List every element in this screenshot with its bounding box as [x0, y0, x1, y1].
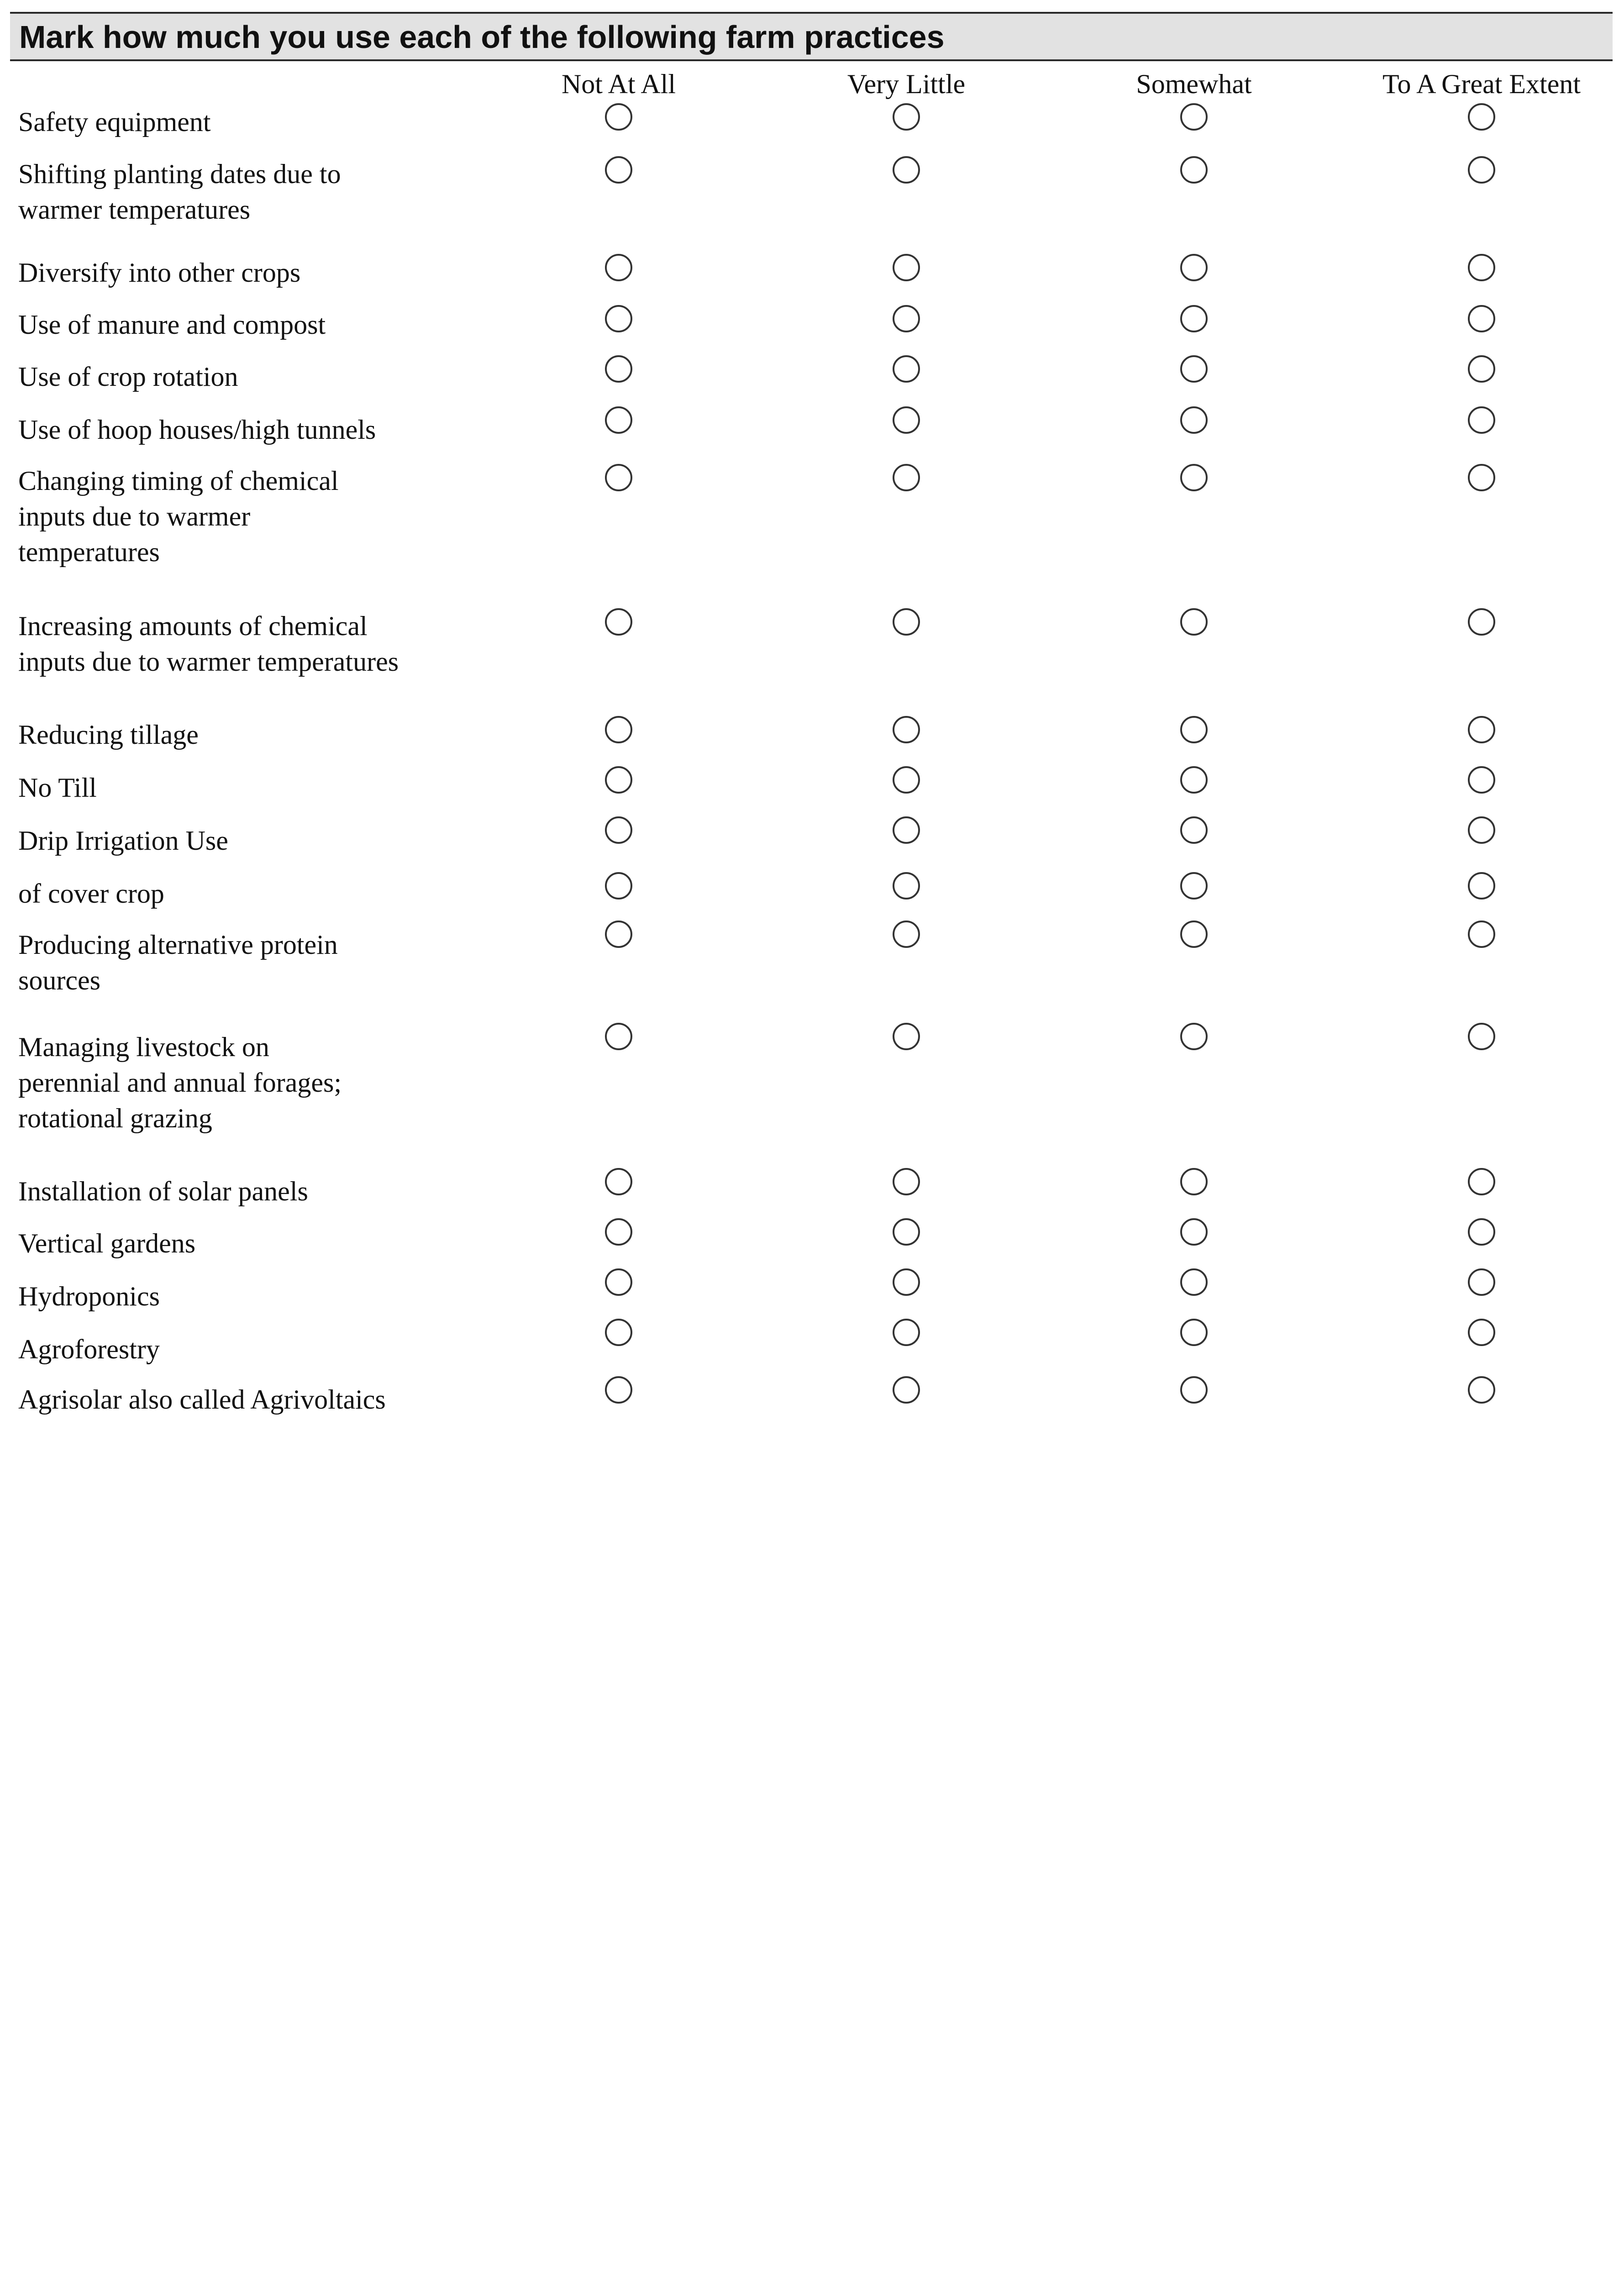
redcap-logo: [1406, 2278, 1616, 2283]
question-label: [18, 1278, 160, 1314]
radio-option[interactable]: [1180, 1268, 1208, 1296]
radio-option[interactable]: [1180, 305, 1208, 332]
radio-option[interactable]: [1180, 1023, 1208, 1050]
radio-option[interactable]: [1180, 608, 1208, 636]
question-label: [18, 770, 97, 805]
radio-option[interactable]: [605, 921, 632, 948]
question-label-line: warmer temperatures: [18, 195, 251, 225]
question-label: [18, 412, 376, 447]
question-label: [18, 156, 341, 227]
column-header: Very Little: [847, 69, 966, 99]
radio-option[interactable]: [605, 406, 632, 434]
radio-option[interactable]: [1180, 464, 1208, 491]
radio-option[interactable]: [893, 103, 920, 131]
question-label: [18, 463, 339, 570]
radio-option[interactable]: [605, 103, 632, 131]
question-label: [18, 608, 399, 679]
radio-option[interactable]: [1468, 1218, 1495, 1246]
question-label-line: Producing alternative protein: [18, 930, 338, 960]
question-label: [18, 876, 164, 911]
radio-option[interactable]: [893, 1218, 920, 1246]
radio-option[interactable]: [893, 766, 920, 794]
question-label: [18, 823, 228, 858]
radio-option[interactable]: [1180, 716, 1208, 743]
question-label: [18, 255, 300, 290]
radio-option[interactable]: [605, 1319, 632, 1346]
radio-option[interactable]: [605, 872, 632, 900]
radio-option[interactable]: [605, 1268, 632, 1296]
radio-option[interactable]: [605, 1376, 632, 1404]
radio-option[interactable]: [1468, 1168, 1495, 1195]
question-label-line: Installation of solar panels: [18, 1176, 308, 1206]
radio-option[interactable]: [605, 766, 632, 794]
radio-option[interactable]: [605, 254, 632, 281]
radio-option[interactable]: [893, 254, 920, 281]
radio-option[interactable]: [605, 816, 632, 844]
radio-option[interactable]: [1468, 254, 1495, 281]
radio-option[interactable]: [893, 464, 920, 491]
question-label-line: No Till: [18, 773, 97, 803]
question-label-line: temperatures: [18, 537, 160, 567]
radio-option[interactable]: [1180, 1168, 1208, 1195]
radio-option[interactable]: [1180, 156, 1208, 184]
radio-option[interactable]: [605, 464, 632, 491]
question-label: [18, 717, 199, 752]
question-label-line: Shifting planting dates due to: [18, 159, 341, 189]
radio-option[interactable]: [893, 816, 920, 844]
question-label: [18, 1331, 160, 1367]
redcap-hat-icon: [1406, 2278, 1466, 2283]
radio-option[interactable]: [1180, 1376, 1208, 1404]
radio-option[interactable]: [1468, 1376, 1495, 1404]
radio-option[interactable]: [1468, 1319, 1495, 1346]
question-label-line: Managing livestock on: [18, 1032, 269, 1062]
question-label-line: Reducing tillage: [18, 720, 199, 750]
radio-option[interactable]: [893, 355, 920, 383]
radio-option[interactable]: [893, 608, 920, 636]
question-label-line: sources: [18, 965, 100, 995]
radio-option[interactable]: [605, 156, 632, 184]
question-label-line: Drip Irrigation Use: [18, 826, 228, 856]
question-label-line: Increasing amounts of chemical: [18, 611, 368, 641]
radio-option[interactable]: [605, 608, 632, 636]
question-label-line: Agroforestry: [18, 1334, 160, 1364]
radio-option[interactable]: [1468, 103, 1495, 131]
radio-option[interactable]: [1180, 872, 1208, 900]
section-title: Mark how much you use each of the following farm practices: [19, 19, 945, 55]
radio-option[interactable]: [1468, 1023, 1495, 1050]
question-label: [18, 1382, 386, 1417]
question-label: [18, 927, 338, 998]
question-label-line: Use of manure and compost: [18, 310, 326, 340]
radio-option[interactable]: [893, 305, 920, 332]
radio-option[interactable]: [605, 716, 632, 743]
radio-option[interactable]: [605, 1168, 632, 1195]
radio-option[interactable]: [1468, 464, 1495, 491]
radio-option[interactable]: [605, 1218, 632, 1246]
radio-option[interactable]: [1468, 156, 1495, 184]
question-label-line: Safety equipment: [18, 107, 211, 137]
question-label-line: Agrisolar also called Agrivoltaics: [18, 1384, 386, 1415]
radio-option[interactable]: [1468, 355, 1495, 383]
question-label-line: perennial and annual forages;: [18, 1068, 342, 1098]
radio-option[interactable]: [1468, 766, 1495, 794]
radio-option[interactable]: [893, 156, 920, 184]
radio-option[interactable]: [1180, 406, 1208, 434]
radio-option[interactable]: [1468, 305, 1495, 332]
radio-option[interactable]: [1468, 1268, 1495, 1296]
question-label: [18, 359, 238, 395]
radio-option[interactable]: [893, 1376, 920, 1404]
radio-option[interactable]: [893, 921, 920, 948]
radio-option[interactable]: [1180, 254, 1208, 281]
question-label-line: inputs due to warmer temperatures: [18, 647, 399, 677]
question-label: [18, 1226, 195, 1261]
radio-option[interactable]: [1180, 1319, 1208, 1346]
question-label: [18, 1173, 308, 1209]
radio-option[interactable]: [1468, 716, 1495, 743]
question-label-line: Use of crop rotation: [18, 362, 238, 392]
question-label: [18, 104, 211, 140]
radio-option[interactable]: [893, 1168, 920, 1195]
radio-option[interactable]: [605, 1023, 632, 1050]
question-label-line: Hydroponics: [18, 1281, 160, 1311]
radio-option[interactable]: [1180, 766, 1208, 794]
radio-option[interactable]: [1468, 406, 1495, 434]
question-label-line: rotational grazing: [18, 1103, 212, 1133]
radio-option[interactable]: [1180, 103, 1208, 131]
column-header: Not At All: [561, 69, 676, 99]
question-label-line: Vertical gardens: [18, 1228, 196, 1258]
radio-option[interactable]: [605, 355, 632, 383]
radio-option[interactable]: [893, 716, 920, 743]
radio-option[interactable]: [893, 1268, 920, 1296]
section-header: [10, 12, 1613, 61]
column-header: To A Great Extent: [1382, 69, 1581, 99]
radio-option[interactable]: [1180, 1218, 1208, 1246]
question-label-line: Changing timing of chemical: [18, 466, 339, 496]
column-header: Somewhat: [1136, 69, 1252, 99]
radio-option[interactable]: [893, 872, 920, 900]
radio-option[interactable]: [1468, 921, 1495, 948]
radio-option[interactable]: [1180, 355, 1208, 383]
radio-option[interactable]: [1180, 816, 1208, 844]
question-label-line: of cover crop: [18, 878, 164, 909]
radio-option[interactable]: [893, 406, 920, 434]
question-label: [18, 307, 326, 342]
radio-option[interactable]: [1468, 816, 1495, 844]
question-label-line: Use of hoop houses/high tunnels: [18, 415, 376, 445]
radio-option[interactable]: [1468, 872, 1495, 900]
radio-option[interactable]: [893, 1319, 920, 1346]
radio-option[interactable]: [1180, 921, 1208, 948]
question-label-line: Diversify into other crops: [18, 258, 301, 288]
question-label-line: inputs due to warmer: [18, 501, 251, 531]
question-label: [18, 1029, 342, 1136]
radio-option[interactable]: [1468, 608, 1495, 636]
radio-option[interactable]: [605, 305, 632, 332]
radio-option[interactable]: [893, 1023, 920, 1050]
